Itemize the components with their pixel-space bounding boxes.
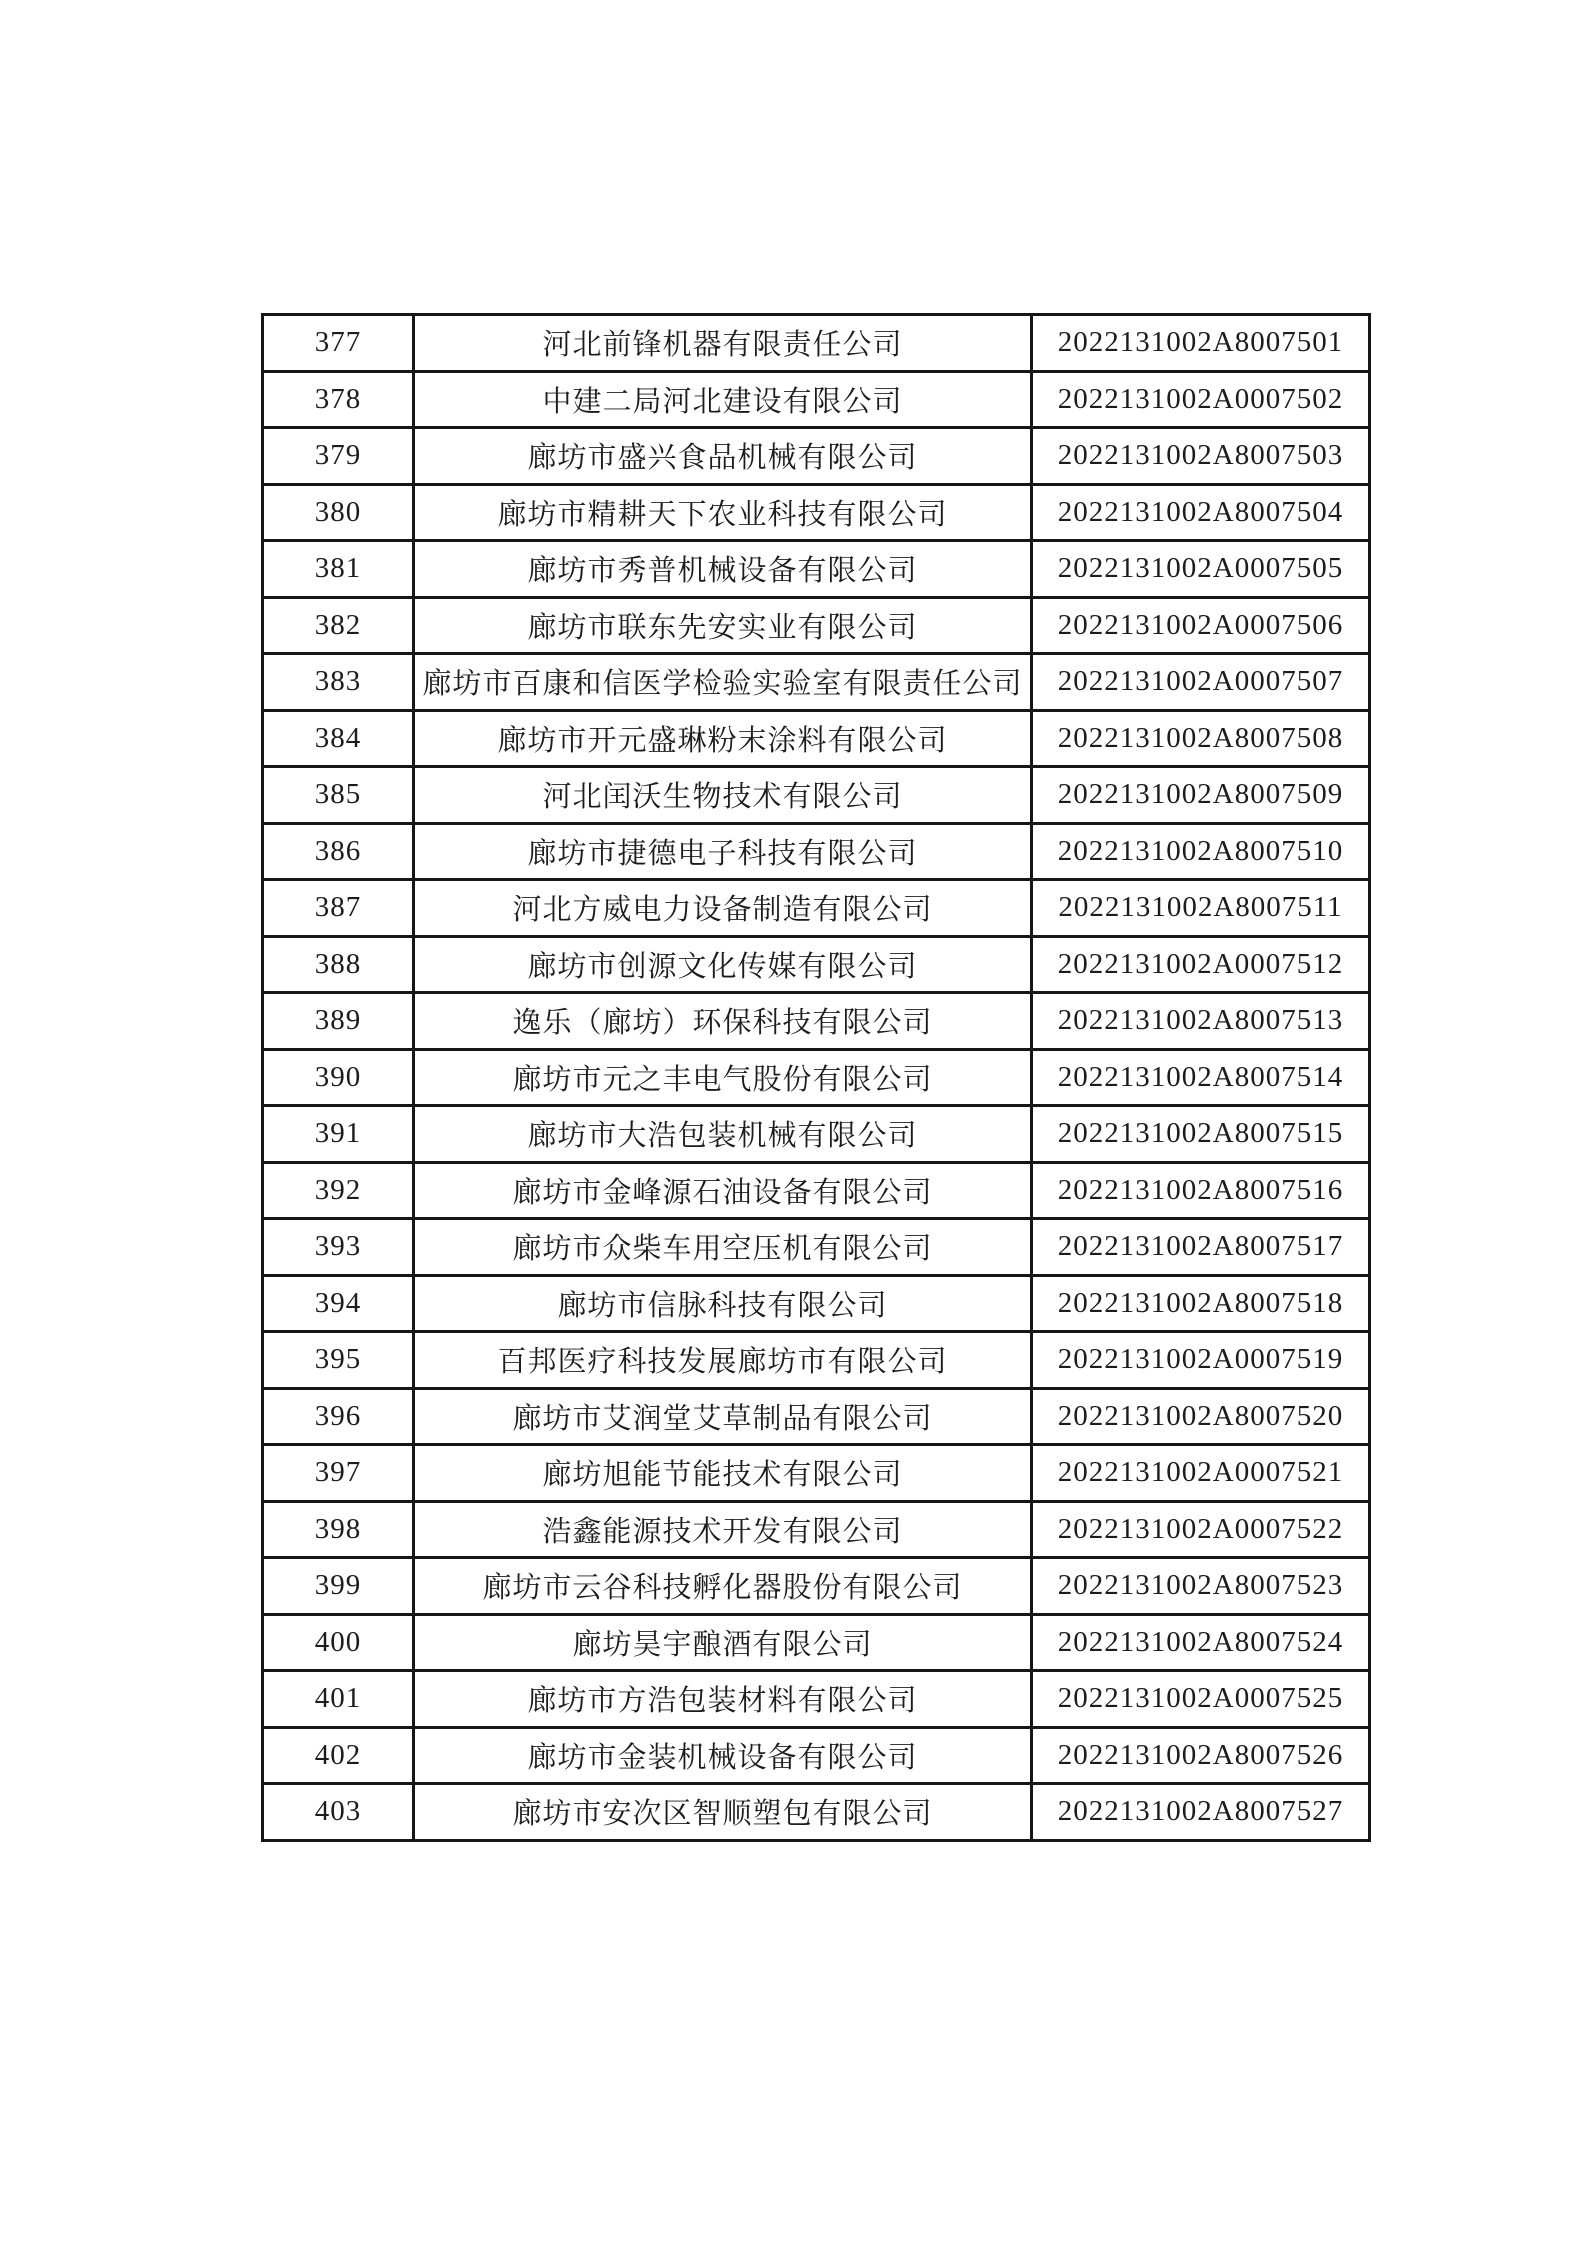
certificate-code-cell: 2022131002A8007515: [1032, 1106, 1370, 1163]
certificate-code-cell: 2022131002A8007526: [1032, 1727, 1370, 1784]
row-number-cell: 386: [263, 823, 414, 880]
company-name-cell: 廊坊市盛兴食品机械有限公司: [414, 428, 1032, 485]
certificate-code-cell: 2022131002A8007508: [1032, 710, 1370, 767]
table-row: [263, 1445, 1370, 1502]
company-table-body: [263, 315, 1370, 1841]
table-row: [263, 1162, 1370, 1219]
row-number-cell: 394: [263, 1275, 414, 1332]
row-number-cell: 380: [263, 484, 414, 541]
company-name-cell: 河北前锋机器有限责任公司: [414, 315, 1032, 372]
company-name-cell: 廊坊市安次区智顺塑包有限公司: [414, 1784, 1032, 1841]
certificate-code-cell: 2022131002A8007523: [1032, 1558, 1370, 1615]
table-row: [263, 1219, 1370, 1276]
certificate-code-cell: 2022131002A8007518: [1032, 1275, 1370, 1332]
table-row: [263, 710, 1370, 767]
table-row: [263, 1727, 1370, 1784]
table-row: [263, 1049, 1370, 1106]
certificate-code-cell: 2022131002A8007509: [1032, 767, 1370, 824]
company-name-cell: 廊坊市捷德电子科技有限公司: [414, 823, 1032, 880]
certificate-code-cell: 2022131002A8007514: [1032, 1049, 1370, 1106]
row-number-cell: 401: [263, 1671, 414, 1728]
row-number-cell: 399: [263, 1558, 414, 1615]
row-number-cell: 390: [263, 1049, 414, 1106]
table-row: [263, 428, 1370, 485]
table-row: [263, 767, 1370, 824]
row-number-cell: 400: [263, 1614, 414, 1671]
row-number-cell: 381: [263, 541, 414, 598]
table-row: [263, 823, 1370, 880]
certificate-code-cell: 2022131002A0007512: [1032, 936, 1370, 993]
company-name-cell: 廊坊市方浩包装材料有限公司: [414, 1671, 1032, 1728]
table-row: [263, 541, 1370, 598]
certificate-code-cell: 2022131002A8007527: [1032, 1784, 1370, 1841]
row-number-cell: 398: [263, 1501, 414, 1558]
company-list-table: [261, 313, 1371, 1842]
row-number-cell: 393: [263, 1219, 414, 1276]
company-name-cell: 廊坊市百康和信医学检验实验室有限责任公司: [414, 654, 1032, 711]
company-name-cell: 河北闰沃生物技术有限公司: [414, 767, 1032, 824]
company-name-cell: 廊坊市创源文化传媒有限公司: [414, 936, 1032, 993]
row-number-cell: 383: [263, 654, 414, 711]
certificate-code-cell: 2022131002A0007502: [1032, 371, 1370, 428]
certificate-code-cell: 2022131002A8007504: [1032, 484, 1370, 541]
company-name-cell: 百邦医疗科技发展廊坊市有限公司: [414, 1332, 1032, 1389]
table-row: [263, 1332, 1370, 1389]
company-name-cell: 廊坊昊宇酿酒有限公司: [414, 1614, 1032, 1671]
row-number-cell: 403: [263, 1784, 414, 1841]
certificate-code-cell: 2022131002A0007507: [1032, 654, 1370, 711]
table-row: [263, 936, 1370, 993]
row-number-cell: 382: [263, 597, 414, 654]
certificate-code-cell: 2022131002A8007516: [1032, 1162, 1370, 1219]
table-row: [263, 371, 1370, 428]
certificate-code-cell: 2022131002A0007525: [1032, 1671, 1370, 1728]
table-row: [263, 597, 1370, 654]
company-name-cell: 廊坊市元之丰电气股份有限公司: [414, 1049, 1032, 1106]
table-row: [263, 484, 1370, 541]
table-row: [263, 1671, 1370, 1728]
company-name-cell: 河北方威电力设备制造有限公司: [414, 880, 1032, 937]
table-row: [263, 654, 1370, 711]
company-name-cell: 廊坊旭能节能技术有限公司: [414, 1445, 1032, 1502]
certificate-code-cell: 2022131002A0007519: [1032, 1332, 1370, 1389]
row-number-cell: 389: [263, 993, 414, 1050]
certificate-code-cell: 2022131002A8007511: [1032, 880, 1370, 937]
row-number-cell: 384: [263, 710, 414, 767]
row-number-cell: 392: [263, 1162, 414, 1219]
row-number-cell: 402: [263, 1727, 414, 1784]
company-name-cell: 廊坊市联东先安实业有限公司: [414, 597, 1032, 654]
certificate-code-cell: 2022131002A8007501: [1032, 315, 1370, 372]
company-name-cell: 廊坊市金峰源石油设备有限公司: [414, 1162, 1032, 1219]
table-row: [263, 1558, 1370, 1615]
table-row: [263, 1614, 1370, 1671]
row-number-cell: 396: [263, 1388, 414, 1445]
table-row: [263, 993, 1370, 1050]
row-number-cell: 378: [263, 371, 414, 428]
row-number-cell: 395: [263, 1332, 414, 1389]
company-name-cell: 浩鑫能源技术开发有限公司: [414, 1501, 1032, 1558]
row-number-cell: 379: [263, 428, 414, 485]
company-name-cell: 中建二局河北建设有限公司: [414, 371, 1032, 428]
table-row: [263, 1275, 1370, 1332]
certificate-code-cell: 2022131002A0007522: [1032, 1501, 1370, 1558]
company-name-cell: 廊坊市大浩包装机械有限公司: [414, 1106, 1032, 1163]
company-name-cell: 廊坊市信脉科技有限公司: [414, 1275, 1032, 1332]
company-name-cell: 廊坊市艾润堂艾草制品有限公司: [414, 1388, 1032, 1445]
table-row: [263, 1784, 1370, 1841]
certificate-code-cell: 2022131002A0007506: [1032, 597, 1370, 654]
row-number-cell: 385: [263, 767, 414, 824]
certificate-code-cell: 2022131002A8007520: [1032, 1388, 1370, 1445]
row-number-cell: 397: [263, 1445, 414, 1502]
row-number-cell: 388: [263, 936, 414, 993]
row-number-cell: 391: [263, 1106, 414, 1163]
certificate-code-cell: 2022131002A8007517: [1032, 1219, 1370, 1276]
company-name-cell: 逸乐（廊坊）环保科技有限公司: [414, 993, 1032, 1050]
row-number-cell: 377: [263, 315, 414, 372]
certificate-code-cell: 2022131002A8007524: [1032, 1614, 1370, 1671]
certificate-code-cell: 2022131002A0007505: [1032, 541, 1370, 598]
table-row: [263, 1388, 1370, 1445]
certificate-code-cell: 2022131002A8007503: [1032, 428, 1370, 485]
company-name-cell: 廊坊市金装机械设备有限公司: [414, 1727, 1032, 1784]
certificate-code-cell: 2022131002A0007521: [1032, 1445, 1370, 1502]
certificate-code-cell: 2022131002A8007513: [1032, 993, 1370, 1050]
table-row: [263, 1501, 1370, 1558]
company-name-cell: 廊坊市精耕天下农业科技有限公司: [414, 484, 1032, 541]
table-row: [263, 315, 1370, 372]
table-row: [263, 880, 1370, 937]
certificate-code-cell: 2022131002A8007510: [1032, 823, 1370, 880]
table-row: [263, 1106, 1370, 1163]
company-name-cell: 廊坊市云谷科技孵化器股份有限公司: [414, 1558, 1032, 1615]
company-name-cell: 廊坊市开元盛琳粉末涂料有限公司: [414, 710, 1032, 767]
company-name-cell: 廊坊市众柴车用空压机有限公司: [414, 1219, 1032, 1276]
company-name-cell: 廊坊市秀普机械设备有限公司: [414, 541, 1032, 598]
row-number-cell: 387: [263, 880, 414, 937]
